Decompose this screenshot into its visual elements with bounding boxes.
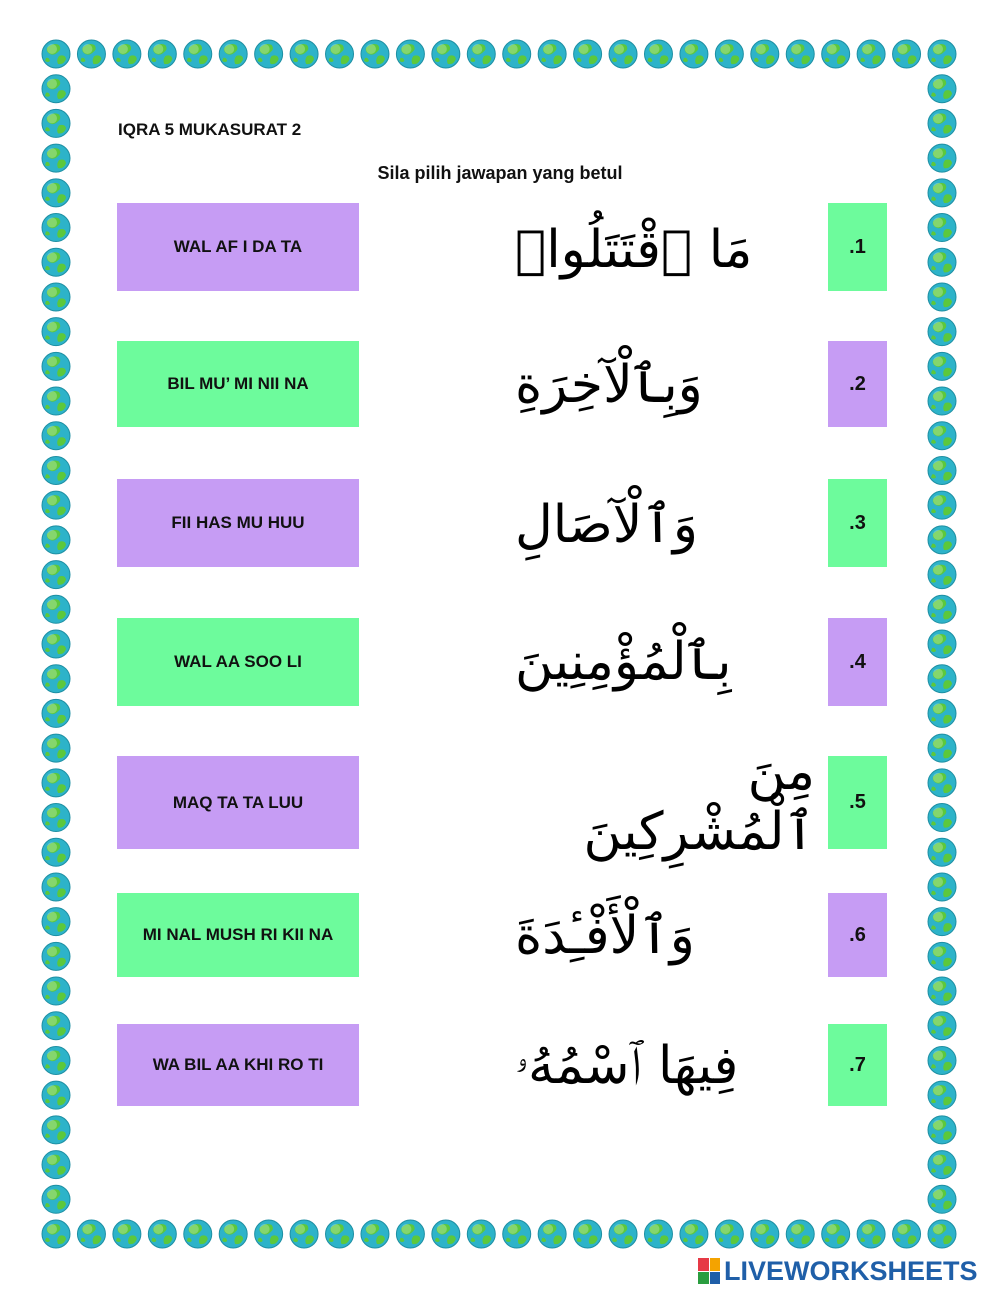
answer-label: WA BIL AA KHI RO TI xyxy=(152,1055,324,1074)
globe-icon xyxy=(42,1151,70,1179)
globe-icon xyxy=(42,977,70,1005)
globe-icon xyxy=(538,40,566,68)
globe-icon xyxy=(538,1220,566,1248)
globe-icon xyxy=(396,1220,424,1248)
globe-icon xyxy=(644,40,672,68)
globe-icon xyxy=(42,769,70,797)
globe-icon xyxy=(42,456,70,484)
logo-text: LIVEWORKSHEETS xyxy=(724,1255,978,1286)
globe-icon xyxy=(42,630,70,658)
globe-icon xyxy=(219,40,247,68)
liveworksheets-logo[interactable] xyxy=(698,1256,978,1286)
globe-icon xyxy=(680,40,708,68)
answer-label: WAL AA SOO LI xyxy=(174,652,302,671)
globe-icon xyxy=(609,1220,637,1248)
globe-icon xyxy=(148,40,176,68)
arabic-word-5: مِنَ ٱلْمُشْرِكِينَ xyxy=(583,742,815,862)
globe-icon xyxy=(42,40,70,68)
globe-icon xyxy=(928,942,956,970)
globe-icon xyxy=(574,1220,602,1248)
globe-icon xyxy=(42,1046,70,1074)
globe-icon xyxy=(574,40,602,68)
arabic-word-3: وَٱلْآصَالِ xyxy=(515,495,699,555)
globe-icon xyxy=(113,40,141,68)
globe-icon xyxy=(42,109,70,137)
globe-icon xyxy=(42,1012,70,1040)
arabic-word-6: وَٱلْأَفْـِٔدَةَ xyxy=(515,906,695,966)
globe-icon xyxy=(928,248,956,276)
instruction-text: Sila pilih jawapan yang betul xyxy=(377,163,623,183)
question-number-6: .6 xyxy=(828,893,887,977)
globe-icon xyxy=(928,595,956,623)
answer-box-1[interactable] xyxy=(117,203,359,291)
globe-icon xyxy=(432,40,460,68)
globe-icon xyxy=(928,1151,956,1179)
globe-icon xyxy=(113,1220,141,1248)
globe-icon xyxy=(42,1185,70,1213)
globe-icon xyxy=(928,526,956,554)
globe-icon xyxy=(361,1220,389,1248)
answer-label: MI NAL MUSH RI KII NA xyxy=(142,925,334,944)
globe-icon xyxy=(928,873,956,901)
globe-icon xyxy=(184,40,212,68)
globe-icon xyxy=(822,1220,850,1248)
globe-icon xyxy=(290,40,318,68)
globe-icon xyxy=(751,40,779,68)
answer-label: MAQ TA TA LUU xyxy=(172,792,304,812)
globe-icon xyxy=(928,699,956,727)
globe-icon xyxy=(42,908,70,936)
answer-box-4[interactable] xyxy=(117,618,359,706)
arabic-word-7: فِيهَا ٱسْمُهُۥ xyxy=(515,1035,739,1096)
globe-icon xyxy=(928,283,956,311)
globe-icon xyxy=(928,1220,956,1248)
globe-icon xyxy=(928,109,956,137)
globe-icon xyxy=(219,1220,247,1248)
globe-icon xyxy=(893,1220,921,1248)
logo-icon xyxy=(698,1258,720,1284)
globe-icon xyxy=(42,595,70,623)
globe-icon xyxy=(857,40,885,68)
question-number-3: .3 xyxy=(828,479,887,567)
globe-icon xyxy=(42,665,70,693)
globe-icon xyxy=(42,838,70,866)
answer-box-3[interactable] xyxy=(117,479,359,567)
globe-icon xyxy=(928,630,956,658)
globe-icon xyxy=(42,561,70,589)
answer-label: WAL AF I DA TA xyxy=(173,237,303,256)
globe-icon xyxy=(928,734,956,762)
globe-icon xyxy=(42,1116,70,1144)
globe-icon xyxy=(928,1081,956,1109)
globe-icon xyxy=(42,387,70,415)
question-number-7: .7 xyxy=(828,1024,887,1106)
globe-icon xyxy=(148,1220,176,1248)
globe-icon xyxy=(42,75,70,103)
answer-box-2[interactable] xyxy=(117,341,359,427)
globe-icon xyxy=(42,699,70,727)
globe-icon xyxy=(786,1220,814,1248)
globe-icon xyxy=(928,665,956,693)
globe-icon xyxy=(928,318,956,346)
globe-icon xyxy=(503,40,531,68)
globe-icon xyxy=(42,422,70,450)
question-number-5: .5 xyxy=(828,756,887,849)
globe-icon xyxy=(77,40,105,68)
answer-box-6[interactable] xyxy=(117,893,359,977)
globe-icon xyxy=(42,804,70,832)
globe-icon xyxy=(503,1220,531,1248)
globe-icon xyxy=(42,942,70,970)
globe-icon xyxy=(928,75,956,103)
globe-icon xyxy=(928,456,956,484)
globe-icon xyxy=(290,1220,318,1248)
globe-icon xyxy=(715,40,743,68)
globe-icon xyxy=(42,873,70,901)
globe-icon xyxy=(928,908,956,936)
globe-icon xyxy=(751,1220,779,1248)
globe-icon xyxy=(928,1012,956,1040)
globe-icon xyxy=(42,318,70,346)
globe-icon xyxy=(42,734,70,762)
arabic-word-4: بِٱلْمُؤْمِنِينَ xyxy=(515,632,732,692)
globe-icon xyxy=(467,1220,495,1248)
globe-icon xyxy=(361,40,389,68)
globe-icon xyxy=(396,40,424,68)
globe-icon xyxy=(42,491,70,519)
globe-icon xyxy=(893,40,921,68)
globe-icon xyxy=(42,352,70,380)
globe-icon xyxy=(928,387,956,415)
arabic-word-2: وَبِٱلْآخِرَةِ xyxy=(515,355,703,415)
answer-box-5[interactable] xyxy=(117,756,359,849)
globe-icon xyxy=(786,40,814,68)
globe-icon xyxy=(644,1220,672,1248)
globe-icon xyxy=(77,1220,105,1248)
globe-icon xyxy=(467,40,495,68)
globe-icon xyxy=(928,977,956,1005)
globe-icon xyxy=(326,1220,354,1248)
arabic-word-1: مَا ٱقْتَتَلُوا۟ xyxy=(515,220,753,280)
page-title: IQRA 5 MUKASURAT 2 xyxy=(118,120,302,139)
globe-icon xyxy=(928,352,956,380)
globe-icon xyxy=(42,1081,70,1109)
globe-icon xyxy=(928,838,956,866)
globe-icon xyxy=(928,40,956,68)
globe-icon xyxy=(928,422,956,450)
globe-icon xyxy=(432,1220,460,1248)
globe-icon xyxy=(928,769,956,797)
globe-icon xyxy=(928,491,956,519)
globe-icon xyxy=(928,1116,956,1144)
globe-icon xyxy=(184,1220,212,1248)
answer-label: BIL MU’ MI NII NA xyxy=(167,374,309,393)
globe-icon xyxy=(255,1220,283,1248)
globe-icon xyxy=(928,561,956,589)
answer-label: FII HAS MU HUU xyxy=(171,513,305,532)
globe-icon xyxy=(42,248,70,276)
globe-icon xyxy=(928,804,956,832)
globe-icon xyxy=(609,40,637,68)
globe-icon xyxy=(928,1046,956,1074)
globe-icon xyxy=(680,1220,708,1248)
globe-icon xyxy=(42,283,70,311)
globe-icon xyxy=(928,1185,956,1213)
question-number-1: .1 xyxy=(828,203,887,291)
globe-icon xyxy=(42,214,70,242)
question-number-2: .2 xyxy=(828,341,887,427)
answer-box-7[interactable] xyxy=(117,1024,359,1106)
globe-icon xyxy=(42,526,70,554)
globe-icon xyxy=(255,40,283,68)
globe-icon xyxy=(42,1220,70,1248)
globe-icon xyxy=(326,40,354,68)
globe-icon xyxy=(822,40,850,68)
question-number-4: .4 xyxy=(828,618,887,706)
globe-icon xyxy=(715,1220,743,1248)
globe-icon xyxy=(857,1220,885,1248)
globe-icon xyxy=(928,214,956,242)
